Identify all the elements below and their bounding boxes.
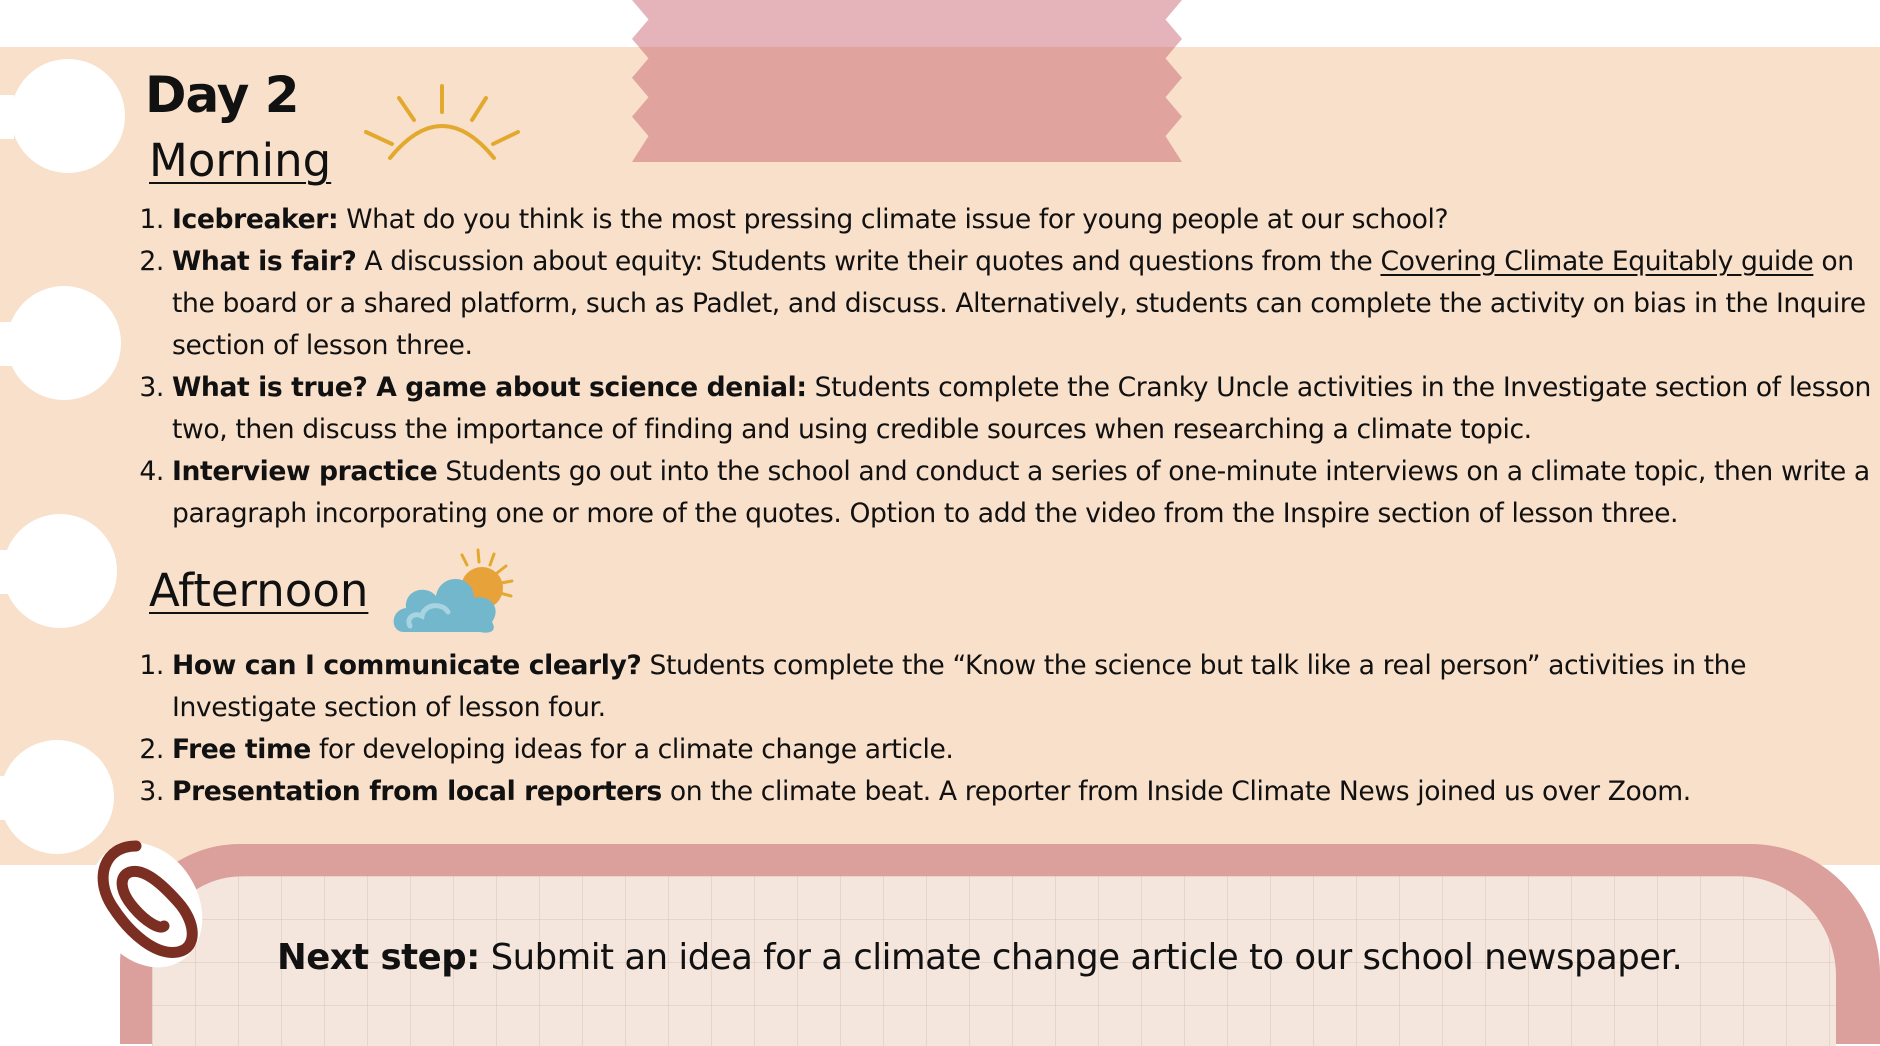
- item-lead: Free time: [172, 734, 311, 765]
- list-item: [172, 729, 1880, 771]
- list-item: [172, 645, 1880, 729]
- item-lead: How can I communicate clearly?: [172, 650, 642, 681]
- item-lead: What is true? A game about science denial:: [172, 372, 807, 403]
- item-lead: What is fair?: [172, 246, 357, 277]
- item-text: for developing ideas for a climate change article.: [318, 734, 954, 765]
- morning-heading: Morning: [149, 134, 332, 187]
- item-lead: Icebreaker:: [172, 204, 339, 235]
- next-step-note: [277, 937, 1682, 978]
- covering-climate-equitably-link[interactable]: Covering Climate Equitably guide: [1380, 246, 1814, 277]
- list-item: [172, 367, 1880, 451]
- list-item: [172, 451, 1880, 535]
- day-title: Day 2: [145, 66, 299, 124]
- next-step-text: Submit an idea for a climate change article to our school newspaper.: [490, 937, 1683, 978]
- cloud-sun-icon: [390, 546, 522, 636]
- afternoon-list: [143, 645, 1880, 813]
- binder-hole: [11, 59, 125, 173]
- next-step-lead: Next step:: [277, 937, 480, 978]
- item-lead: Presentation from local reporters: [172, 776, 662, 807]
- washi-tape: [632, 0, 1182, 162]
- item-text: What do you think is the most pressing climate issue for young people at our school?: [346, 204, 1449, 235]
- item-text: A discussion about equity: Students write their quotes and questions from the: [364, 246, 1373, 277]
- item-text: Students complete the Cranky Uncle activities in the Investigate section of lesson two, then discuss the importance of finding and using credible sources when researching a climate topic.: [172, 372, 1872, 445]
- item-text: on the climate beat. A reporter from Inside Climate News joined us over Zoom.: [669, 776, 1691, 807]
- item-lead: Interview practice: [172, 456, 438, 487]
- binder-hole: [3, 514, 117, 628]
- paperclip-icon: [86, 830, 206, 980]
- list-item: [172, 199, 1880, 241]
- morning-list: [143, 199, 1880, 535]
- item-text: Students go out into the school and conduct a series of one-minute interviews on a climate topic, then write a paragraph incorporating one or more of the quotes. Option to add the video from the Inspire section of lesson three.: [172, 456, 1870, 529]
- item-text: on the board or a shared platform, such as Padlet, and discuss. Alternatively, students can complete the activity on bias in the Inquire section of lesson three.: [172, 246, 1866, 361]
- binder-hole: [7, 286, 121, 400]
- sun-icon: [362, 82, 522, 172]
- list-item: [172, 241, 1880, 367]
- afternoon-heading: Afternoon: [149, 564, 369, 617]
- item-text: Students complete the “Know the science but talk like a real person” activities in the Investigate section of lesson four.: [172, 650, 1747, 723]
- list-item: [172, 771, 1880, 813]
